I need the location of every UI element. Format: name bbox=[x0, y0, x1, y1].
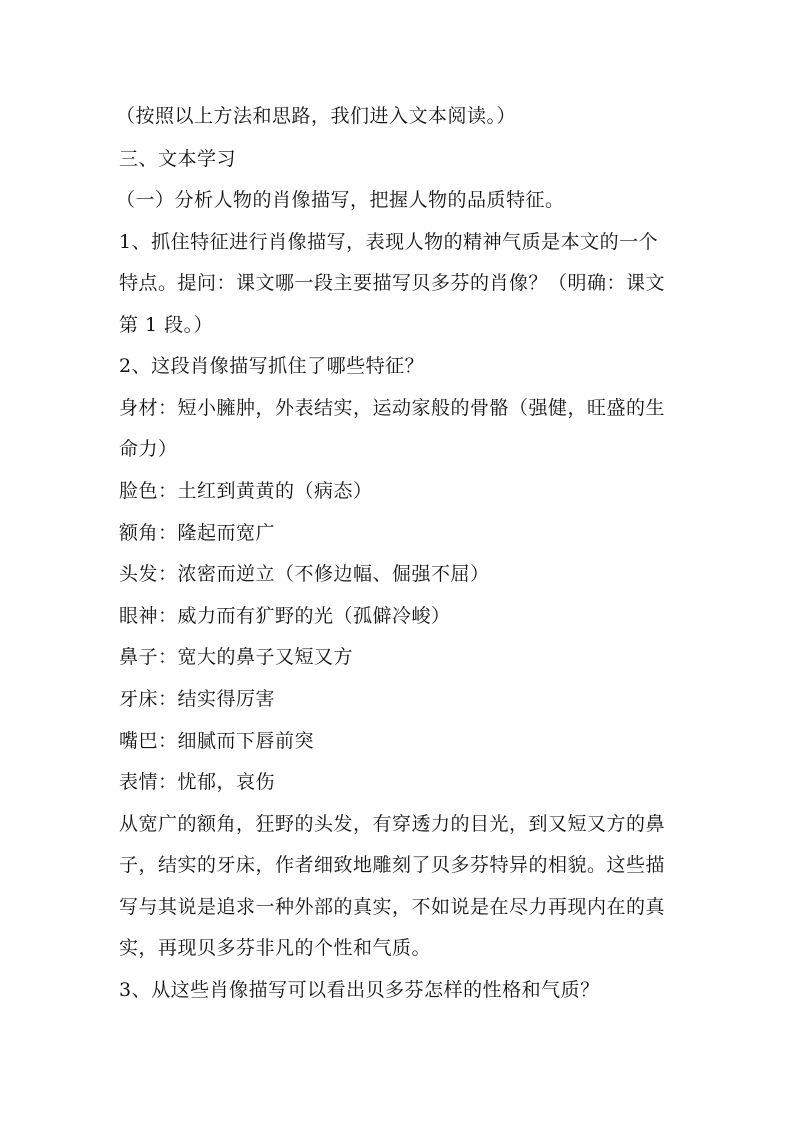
paragraph-line: 从宽广的额角，狂野的头发，有穿透力的目光，到又短又方的鼻 bbox=[119, 813, 666, 835]
question-line: 2、这段肖像描写抓住了哪些特征？ bbox=[119, 355, 425, 377]
feature-line: 眼神：威力而有犷野的光（孤僻冷峻） bbox=[119, 605, 451, 627]
paragraph-line: 第 1 段。） bbox=[119, 314, 214, 336]
reading-note: （按照以上方法和思路，我们进入文本阅读。） bbox=[116, 105, 517, 127]
feature-line: 头发：浓密而逆立（不修边幅、倔强不屈） bbox=[119, 563, 490, 585]
feature-line: 身材：短小臃肿，外表结实，运动家般的骨骼（强健，旺盛的生 bbox=[119, 397, 666, 419]
paragraph-line: 写与其说是追求一种外部的真实，不如说是在尽力再现内在的真 bbox=[119, 896, 666, 918]
feature-line: 命力） bbox=[119, 438, 178, 460]
feature-line: 脸色：土红到黄黄的（病态） bbox=[119, 480, 373, 502]
feature-line: 嘴巴：细腻而下唇前突 bbox=[119, 730, 315, 752]
feature-line: 鼻子：宽大的鼻子又短又方 bbox=[119, 646, 354, 668]
question-line: 3、从这些肖像描写可以看出贝多芬怎样的性格和气质？ bbox=[119, 979, 600, 1001]
paragraph-line: 特点。提问：课文哪一段主要描写贝多芬的肖像？（明确：课文 bbox=[119, 272, 666, 294]
paragraph-line: 1、抓住特征进行肖像描写，表现人物的精神气质是本文的一个 bbox=[119, 231, 659, 253]
feature-line: 额角：隆起而宽广 bbox=[119, 522, 276, 544]
feature-line: 牙床：结实得厉害 bbox=[119, 688, 276, 710]
paragraph-line: 子，结实的牙床，作者细致地雕刻了贝多芬特异的相貌。这些描 bbox=[119, 854, 666, 876]
paragraph-line: 实，再现贝多芬非凡的个性和气质。 bbox=[119, 937, 432, 959]
section-heading: 三、文本学习 bbox=[119, 148, 237, 170]
subsection-heading: （一）分析人物的肖像描写，把握人物的品质特征。 bbox=[116, 189, 565, 211]
feature-line: 表情：忧郁，哀伤 bbox=[119, 771, 276, 793]
